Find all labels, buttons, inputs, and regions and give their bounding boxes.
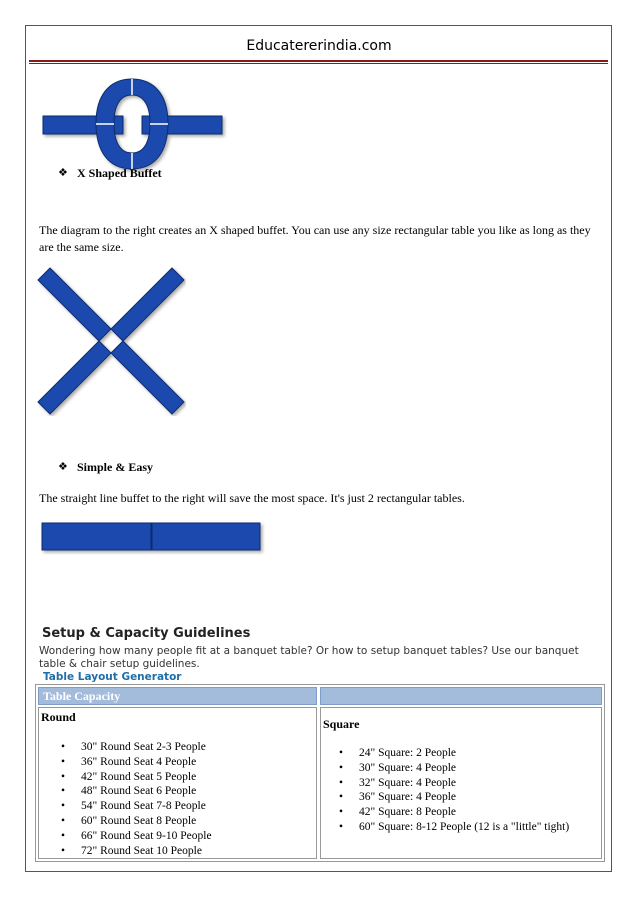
table-layout-generator-link[interactable]: Table Layout Generator — [43, 671, 182, 683]
diamond-bullet-icon: ❖ — [58, 461, 68, 473]
square-list — [339, 746, 601, 835]
straight-table-right — [152, 523, 260, 550]
round-cell — [38, 707, 317, 859]
diamond-bullet-icon: ❖ — [58, 167, 68, 179]
list-item: • 36" Round Seat 4 People — [61, 755, 311, 770]
list-item: • 24" Square: 2 People — [339, 746, 601, 761]
list-item: • 54" Round Seat 7-8 People — [61, 799, 311, 814]
table-header-right — [320, 687, 602, 705]
header-rule-thin — [29, 63, 608, 64]
list-item: • 60" Round Seat 8 People — [61, 814, 311, 829]
oval-buffet-diagram — [40, 76, 230, 176]
square-cell — [320, 707, 602, 859]
simple-easy-heading: Simple & Easy — [77, 460, 154, 474]
guidelines-intro: Wondering how many people fit at a banquet table? Or how to setup banquet tables? Use our banquet table & chair setup guidelines. — [39, 645, 579, 670]
table-header-left: Table Capacity — [38, 687, 317, 705]
x-table-top-left — [38, 268, 111, 341]
round-list — [61, 740, 311, 858]
x-table-bottom-left — [38, 341, 111, 414]
list-item: • 36" Square: 4 People — [339, 790, 601, 805]
list-item: • 30" Square: 4 People — [339, 761, 601, 776]
straight-line-buffet-diagram — [40, 520, 266, 556]
list-item: • 60" Square: 8-12 People (12 is a "little" tight) — [339, 820, 601, 835]
capacity-table — [35, 684, 605, 862]
x-shaped-buffet-heading: X Shaped Buffet — [77, 166, 162, 180]
list-item: • 66" Round Seat 9-10 People — [61, 829, 311, 844]
list-item: • 32" Square: 4 People — [339, 776, 601, 791]
x-shaped-buffet-text: The diagram to the right creates an X shaped buffet. You can use any size rectangular table you like as long as they are the same size. — [39, 223, 591, 254]
site-header: Educatererindia.com — [246, 38, 392, 54]
list-item: • 42" Square: 8 People — [339, 805, 601, 820]
list-item: • 48" Round Seat 6 People — [61, 784, 311, 799]
list-item: • 30" Round Seat 2-3 People — [61, 740, 311, 755]
list-item: • 72" Round Seat 10 People — [61, 844, 311, 859]
guidelines-title: Setup & Capacity Guidelines — [42, 626, 251, 641]
round-title: Round — [41, 710, 76, 724]
straight-table-left — [42, 523, 151, 550]
header-rule — [29, 60, 608, 62]
square-title: Square — [323, 717, 360, 731]
list-item: • 42" Round Seat 5 People — [61, 770, 311, 785]
simple-easy-text: The straight line buffet to the right will save the most space. It's just 2 rectangular tables. — [39, 491, 465, 505]
x-table-top-right — [111, 268, 184, 341]
x-shaped-buffet-diagram — [36, 266, 186, 416]
x-table-bottom-right — [111, 341, 184, 414]
